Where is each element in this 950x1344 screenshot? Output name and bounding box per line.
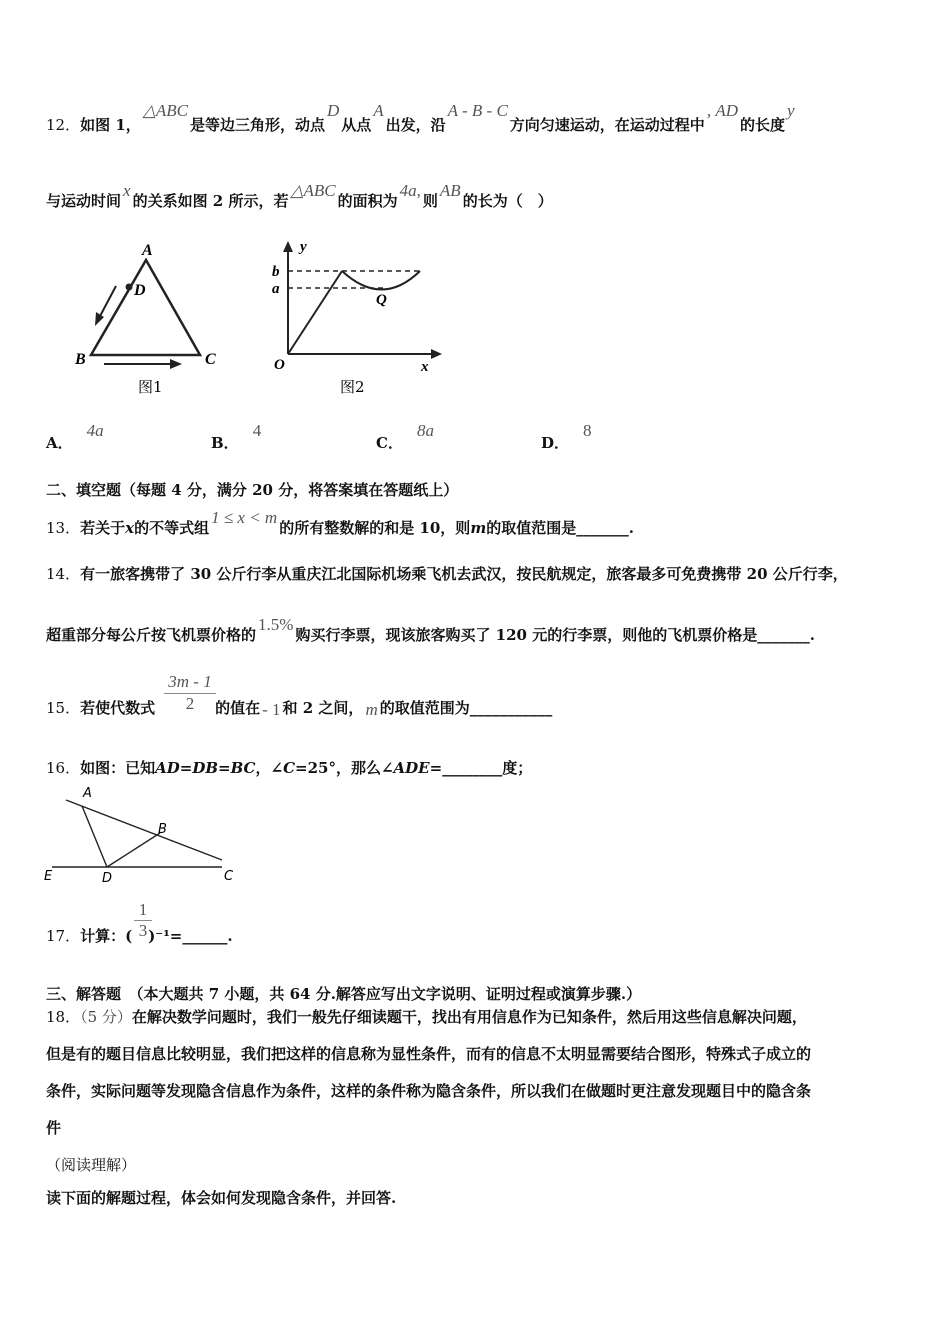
figure-1-triangle — [66, 238, 236, 398]
line-db — [107, 833, 160, 867]
label-x: x — [421, 359, 429, 375]
fig1-caption: 图1 — [138, 378, 163, 396]
section-2-heading: 二、填空题（每题 4 分，满分 20 分，将答案填在答题纸上） — [46, 481, 459, 499]
section-3-heading: 三、解答题 （本大题共 7 小题，共 64 分.解答应写出文字说明、证明过程或演算步骤.） — [46, 985, 642, 1003]
figure-2-graph — [266, 238, 456, 398]
arrow-ab — [99, 286, 116, 318]
q18-line4: 件 — [46, 1119, 62, 1137]
q18-body — [46, 999, 906, 1147]
label-c: C — [224, 869, 234, 884]
label-a-value: a — [272, 281, 280, 297]
graph-line — [288, 271, 342, 354]
q17: 17．计算：( )⁻¹=______. — [46, 927, 233, 945]
label-origin: O — [274, 357, 285, 373]
q12-line1: 12．如图 1，△ABC是等边三角形，动点D从点A出发，沿A - B - C方向匀速运动，在运动过程中, AD的长度y — [46, 101, 795, 134]
label-y: y — [300, 239, 307, 255]
line-ad — [82, 806, 107, 867]
label-d: D — [102, 871, 113, 886]
q15: 15．若使代数式 的值在 - 1 和 2 之间， m 的取值范围为___________ — [46, 699, 553, 719]
q15-fraction: $\frac{3m - 1}{2}$ — [164, 672, 216, 714]
option-a[interactable]: A．4a — [46, 421, 104, 452]
label-a: A — [83, 786, 92, 801]
label-b-value: b — [272, 264, 280, 280]
q12-line2: 与运动时间x的关系如图 2 所示，若△ABC的面积为4a,则AB的长为（ ） — [46, 181, 553, 210]
q16: 16．如图：已知AD=DB=BC，∠C=25°，那么∠ADE=________度； — [46, 759, 533, 777]
label-c: C — [205, 351, 216, 368]
label-a: A — [142, 242, 153, 259]
triangle-abc — [91, 260, 200, 355]
q18-line3: 条件，实际问题等发现隐含信息作为条件，这样的条件称为隐含条件，所以我们在做题时更注意发现题目中的隐含条 — [46, 1082, 812, 1100]
graph-curve — [342, 271, 420, 290]
line-ac — [66, 800, 222, 860]
q14-line2: 超重部分每公斤按飞机票价格的1.5%购买行李票，现该旅客购买了 120 元的行李票，则他的飞机票价格是_______. — [46, 615, 815, 644]
q13: 13．若关于x的不等式组1 ≤ x < m的所有整数解的和是 10，则m的取值范围是_______. — [46, 508, 634, 537]
label-b: B — [75, 351, 86, 368]
figure-16 — [40, 780, 250, 888]
option-c[interactable]: C．8a — [376, 421, 434, 452]
label-b: B — [158, 822, 167, 837]
q18-line2: 但是有的题目信息比较明显，我们把这样的信息称为显性条件，而有的信息不太明显需要结合图形，特殊式子成立的 — [46, 1045, 812, 1063]
point-d — [126, 284, 133, 291]
q14-line1: 14．有一旅客携带了 30 公斤行李从重庆江北国际机场乘飞机去武汉，按民航规定，旅客最多可免费携带 20 公斤行李， — [46, 565, 848, 583]
label-q: Q — [376, 292, 387, 308]
option-d[interactable]: D．8 — [541, 421, 592, 452]
q18-line1: 18．（5 分）在解决数学问题时，我们一般先仔细读题干，找出有用信息作为已知条件，然后用这些信息解决问题， — [46, 1008, 807, 1026]
fig2-caption: 图2 — [340, 378, 365, 396]
q18-instruction: 读下面的解题过程，体会如何发现隐含条件，并回答. — [46, 1189, 397, 1207]
label-d: D — [134, 282, 146, 299]
q18-subheading: （阅读理解） — [46, 1156, 137, 1174]
label-e: E — [44, 869, 53, 884]
option-b[interactable]: B．4 — [211, 421, 262, 452]
q17-fraction: $\frac{1}{3}$ — [134, 900, 152, 941]
